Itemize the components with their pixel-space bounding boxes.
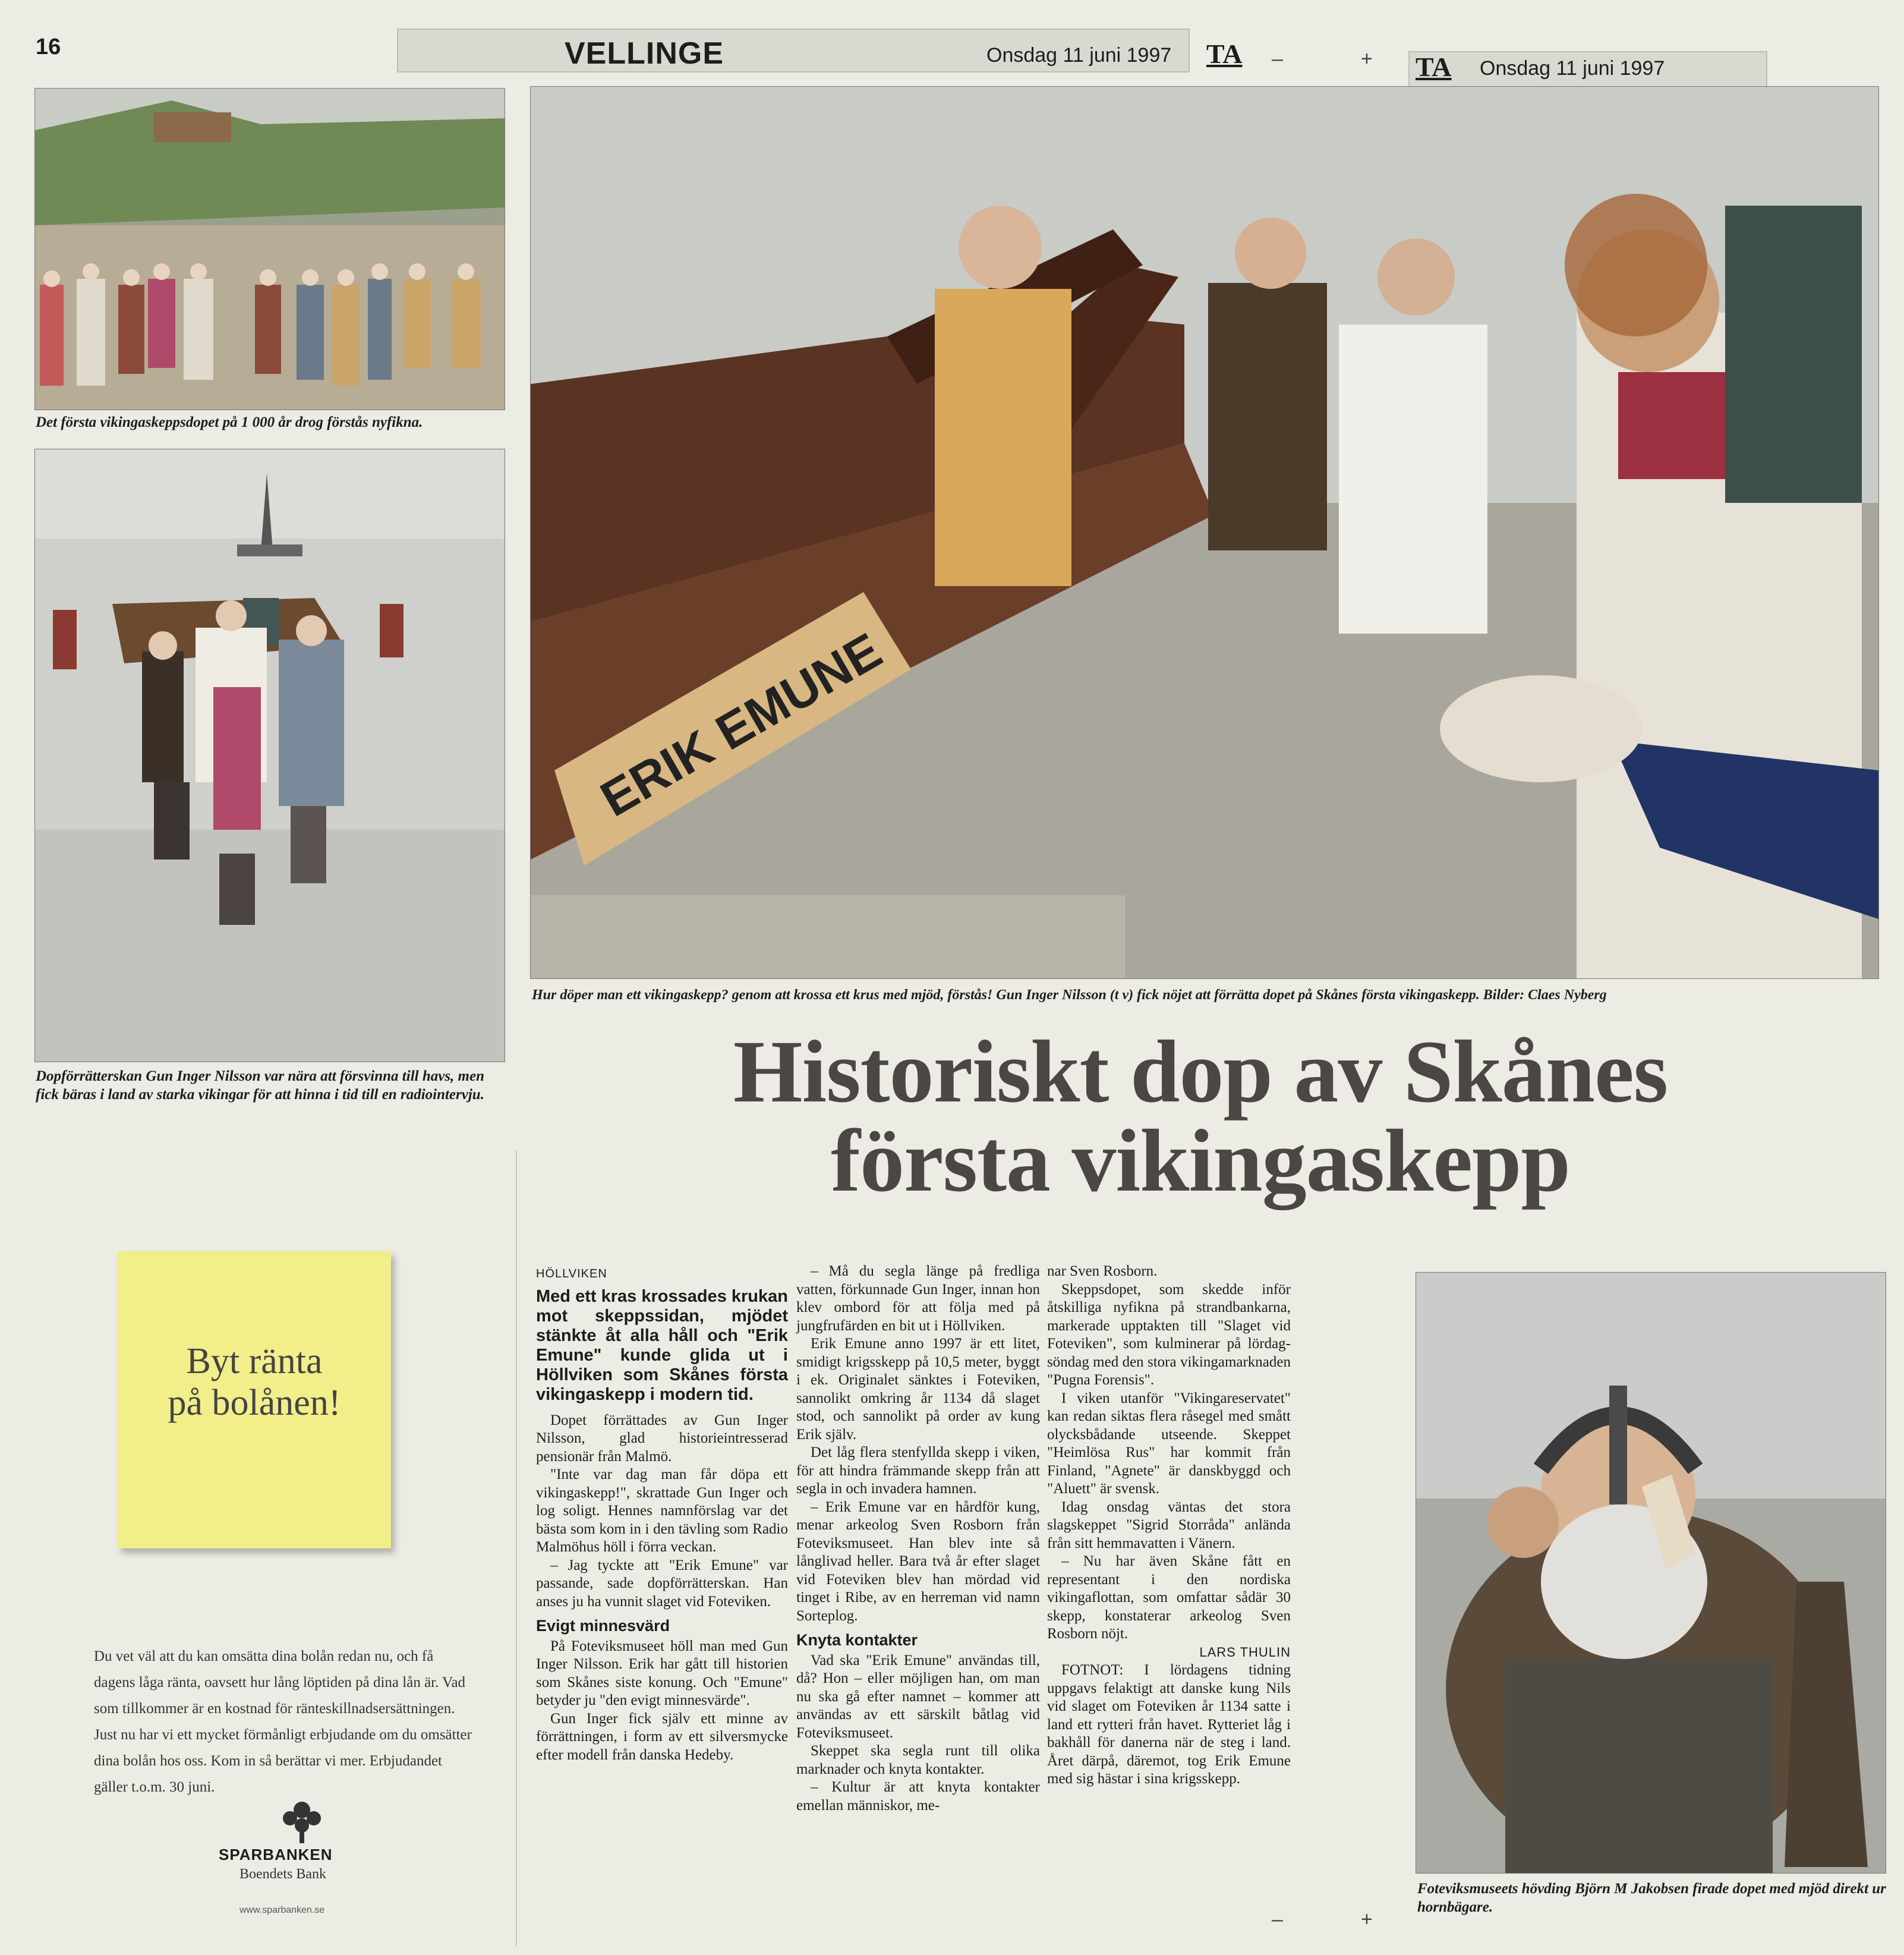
newspaper-logo-left: TA xyxy=(1206,39,1243,69)
mead-horn-image xyxy=(1416,1273,1886,1873)
photo-mead-horn xyxy=(1416,1272,1886,1874)
article-column-1 xyxy=(536,1265,788,1764)
subhead-evigt-minnesvard: Evigt minnesvärd xyxy=(536,1617,670,1635)
photo-carried-ashore xyxy=(34,449,505,1062)
name-sign-text: ERIK EMUNE xyxy=(591,622,891,827)
col1-paragraph-3: – Jag tyckte att "Erik Emune" var passande, sade dopförrätterskan. Han anses ju ha vunnit slaget vid Foteviken. xyxy=(536,1557,788,1610)
page-number: 16 xyxy=(36,34,61,59)
ad-body-text: Du vet väl att du kan omsätta dina bolån redan nu, och få dagens låga ränta, oavsett hur lång löptiden på dina lån är. Vad som tillkommer är en kostnad för ränteskillnadsersättningen. Just nu har vi ett mycket förmånligt erbjudande om du omsätter dina bolån hos oss. Kom in så berättar vi mer. Erbjudandet gäller t.o.m. 30 juni. xyxy=(94,1648,472,1795)
byline: LARS THULIN xyxy=(1199,1644,1291,1660)
col1-paragraph-1: Dopet förrättades av Gun Inger Nilsson, glad historieintresserad pensionär från Malmö. xyxy=(536,1412,788,1465)
sticky-line-1: Byt ränta xyxy=(186,1341,323,1381)
col3-paragraph-3: I viken utanför "Vikingareservatet" kan redan siktas flera råsegel med smått olycksbådande utseende. Skeppet "Heimlösa Rus" har kommit från Finland, "Agnete" är danskbyggd och "Aluett" är svensk. xyxy=(1047,1390,1291,1497)
col2-paragraph-3: Det låg flera stenfyllda skepp i viken, för att hindra främmande skepp från att segla in och invadera hamnen. xyxy=(796,1444,1040,1497)
col1-paragraph-4: På Foteviksmuseet höll man med Gun Inger Nilsson. Erik har gått till historien som Skånes siste konung. Och "Emune" betyder ju "den evigt minnesvärde". xyxy=(536,1638,788,1708)
fold-mark-dash: – xyxy=(1272,48,1283,70)
section-title: VELLINGE xyxy=(565,36,724,71)
col1-paragraph-5: Gun Inger fick själv ett minne av förrättningen, i form av ett silversmycke efter modell från danska Hedeby. xyxy=(536,1710,788,1763)
headline-line-1: Historiskt dop av Skånes xyxy=(733,1022,1668,1121)
caption-spectators: Det första vikingaskeppsdopet på 1 000 år drog förstås nyfikna. xyxy=(36,414,423,430)
caption-christening: Hur döper man ett vikingaskepp? genom att krossa ett krus med mjöd, förstås! Gun Inger Nilsson (t v) fick nöjet att förrätta dopet på Skånes första vikingaskepp. Bilder: Claes Nyberg xyxy=(532,987,1607,1003)
photo-spectators xyxy=(34,88,505,410)
header-date-left: Onsdag 11 juni 1997 xyxy=(986,44,1172,67)
col2-paragraph-5: Vad ska "Erik Emune" användas till, då? Hon – eller möjligen han, om man nu ska gå efter namnet – kommer att användas av ett särskilt båtlag vid Foteviksmuseet. xyxy=(796,1652,1040,1741)
article-column-3 xyxy=(1047,1263,1291,1789)
fold-mark-plus-bottom: + xyxy=(1361,1908,1373,1931)
spectators-image xyxy=(35,89,505,410)
header-date-right: Onsdag 11 juni 1997 xyxy=(1480,57,1665,80)
col3-paragraph-1: nar Sven Rosborn. xyxy=(1047,1263,1158,1279)
fold-mark-plus: + xyxy=(1361,48,1373,70)
subhead-knyta-kontakter: Knyta kontakter xyxy=(796,1631,918,1649)
caption-mead-horn: Foteviksmuseets hövding Björn M Jakobsen firade dopet med mjöd direkt ur hornbägare. xyxy=(1417,1881,1886,1915)
col2-paragraph-6: Skeppet ska segla runt till olika marknader och knyta kontakter. xyxy=(796,1743,1040,1777)
headline xyxy=(535,1022,1866,1210)
col2-paragraph-4: – Erik Emune var en hårdför kung, menar arkeolog Sven Rosborn från Foteviksmuseet. Han blev inte så långlivad heller. Bara två år efter slaget vid Foteviken blev han mördad vid tinget i Ribe, av en herreman vid namn Sorteplog. xyxy=(796,1498,1040,1624)
sticky-note-text xyxy=(118,1251,391,1424)
bank-url[interactable]: www.sparbanken.se xyxy=(239,1905,325,1915)
sparbanken-logo-icon xyxy=(272,1798,332,1846)
col1-paragraph-2: "Inte var dag man får döpa ett vikingaskepp!", skrattade Gun Inger och log soligt. Hennes namnförslag var det bästa som kom in i den tävling som Radio Malmöhus höll i förra veckan. xyxy=(536,1466,788,1555)
col3-paragraph-4: Idag onsdag väntas det stora slagskeppet "Sigrid Storråda" anlända från sitt hemmavatten i Vänern. xyxy=(1047,1498,1291,1551)
sticky-note xyxy=(118,1251,391,1548)
carried-ashore-image xyxy=(35,449,505,1062)
col2-paragraph-2: Erik Emune anno 1997 är ett litet, smidigt krigsskepp på 10,5 meter, byggt i ek. Originalet sänktes i Foteviken, sannolikt omkring år 1134 då slaget stod, och sannolikt på order av kung Erik själv. xyxy=(796,1336,1040,1443)
col3-paragraph-5: – Nu har även Skåne fått en representant i den nordiska vikingaflottan, som omfattar sådär 30 skepp, konstaterar arkeolog Sven Rosborn nöjt. xyxy=(1047,1553,1291,1642)
article-column-2 xyxy=(796,1263,1040,1815)
col2-paragraph-7: – Kultur är att knyta kontakter emellan människor, me- xyxy=(796,1779,1040,1814)
col2-paragraph-1: – Må du segla länge på fredliga vatten, förkunnade Gun Inger, innan hon klev ombord för att följa med på jungfrufärden en bit ut i Höllviken. xyxy=(796,1263,1040,1334)
newspaper-logo-right: TA xyxy=(1416,52,1452,82)
headline-line-2: första vikingaskepp xyxy=(831,1112,1570,1210)
col3-footnote: FOTNOT: I lördagens tidning uppgavs felaktigt att danske kung Nils vid slaget om Foteviken år 1134 satte i land ett rytteri från havet. Rytteriet låg i bakhåll för danerna när de steg i land. Året därpå, däremot, tog Erik Emune med sig hästar i sina krigsskepp. xyxy=(1047,1662,1291,1787)
bank-advertisement xyxy=(34,1150,517,1947)
christening-image xyxy=(531,87,1878,978)
sticky-line-2: på bolånen! xyxy=(168,1383,341,1423)
caption-carried-ashore: Dopförrätterskan Gun Inger Nilsson var nära att försvinna till havs, men fick bäras i land av starka vikingar för att hinna i tid till en radiointervju. xyxy=(36,1068,485,1103)
dateline: HÖLLVIKEN xyxy=(536,1267,607,1280)
photo-christening xyxy=(530,86,1879,979)
col3-paragraph-2: Skeppsdopet, som skedde inför åtskilliga nyfikna på strandbankarna, markerade upptakten till "Slaget vid Foteviken", som kulminerar på lördag-söndag med den stora vikingamarknaden "Pugna Forensis". xyxy=(1047,1281,1291,1388)
fold-mark-dash-bottom: – xyxy=(1272,1908,1283,1931)
bank-tagline: Boendets Bank xyxy=(239,1866,326,1882)
ingress: Med ett kras krossades krukan mot skeppssidan, mjödet stänkte åt alla håll och "Erik Emune" kunde glida ut i Höllviken som Skånes första vikingaskepp i modern tid. xyxy=(536,1286,788,1404)
bank-name: SPARBANKEN xyxy=(219,1846,333,1863)
